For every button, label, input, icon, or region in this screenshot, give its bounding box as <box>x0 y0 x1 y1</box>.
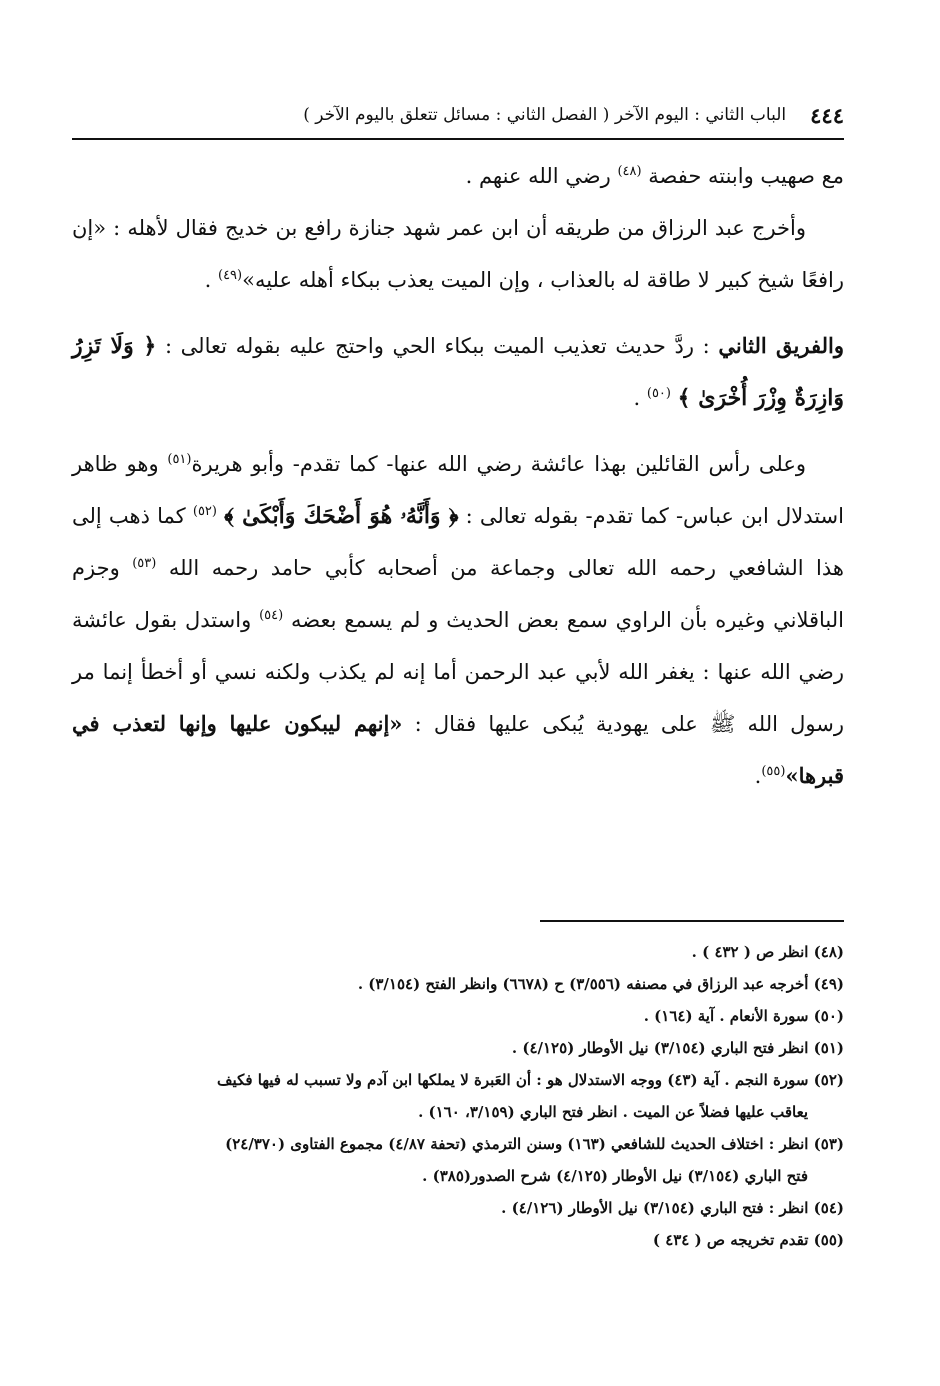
footnote-ref-55: (٥٥) <box>761 764 786 779</box>
header-rule <box>72 138 844 140</box>
footnote-52: (٥٢) سورة النجم . آية (٤٣) ووجه الاستدلال هو : أن العَبرة لا يملكها ابن آدم ولا تسبب له فيها فكيف <box>217 1071 844 1089</box>
footnote-52-continued: يعاقب عليها فضلاً عن الميت . انظر فتح الباري (٣/١٥٩، ١٦٠) . <box>418 1103 808 1121</box>
footnote-54: (٥٤) انظر : فتح الباري (٣/١٥٤) نيل الأوطار (٤/١٢٦) . <box>501 1199 844 1217</box>
footnote-ref-53: (٥٣) <box>132 556 157 571</box>
footnote-ref-51: (٥١) <box>167 452 192 467</box>
footnote-ref-54: (٥٤) <box>259 608 284 623</box>
footnote-55: (٥٥) تقدم تخريجه ص ( ٤٣٤ ) <box>652 1231 844 1249</box>
footnote-48: (٤٨) انظر ص ( ٤٣٢ ) . <box>691 943 844 961</box>
quran-verse: ﴿ وَأَنَّهُۥ هُوَ أَضْحَكَ وَأَبْكَىٰ ﴾ <box>224 503 459 529</box>
footnote-ref-49: (٤٩) <box>217 268 243 283</box>
paragraph-3: والفريق الثاني : ردَّ حديث تعذيب الميت ببكاء الحي واحتج عليه بقوله تعالى : ﴿ وَلَا تَزِرُ وَازِرَةٌ وِزْرَ أُخْرَىٰ ﴾ $^{(٥٠)}$ . <box>72 333 844 411</box>
hadith-quote: «إنهم ليبكون عليها وإنها لتعذب في قبرها» <box>72 711 844 788</box>
footnote-49: (٤٩) أخرجه عبد الرزاق في مصنفه (٣/٥٥٦) ح (٦٦٧٨) وانظر الفتح (٣/١٥٤) . <box>357 975 844 993</box>
paragraph-1: مع صهيب وابنته حفصة $^{(٤٨)}$ رضي الله عنهم . <box>465 164 844 188</box>
footnote-53: (٥٣) انظر : اختلاف الحديث للشافعي (١٦٣) وسنن الترمذي (تحفة ٤/٨٧) مجموع الفتاوى (٢٤/٣٧٠) <box>225 1135 844 1153</box>
footnote-ref-50: (٥٠) <box>646 386 671 401</box>
paragraph-2: وأخرج عبد الرزاق من طريقه أن ابن عمر شهد جنازة رافع بن خديج فقال لأهله : «إن رافعًا شيخ كبير لا طاقة له بالعذاب ، وإن الميت يعذب ببكاء أهله عليه»$^{(٤٩)}$ . <box>72 216 844 292</box>
footnote-50: (٥٠) سورة الأنعام . آية (١٦٤) . <box>643 1007 844 1025</box>
footnote-rule <box>540 920 844 922</box>
footnote-ref-48: (٤٨) <box>617 164 642 179</box>
page-header <box>72 100 844 130</box>
quran-verse: ﴿ وَلَا تَزِرُ وَازِرَةٌ وِزْرَ أُخْرَىٰ ﴾ <box>72 333 844 411</box>
section-lead: والفريق الثاني <box>718 333 844 358</box>
footnotes <box>72 936 844 1256</box>
page-number: ٤٤٤ <box>810 102 844 128</box>
main-text <box>72 150 844 802</box>
footnote-51: (٥١) انظر فتح الباري (٣/١٥٤) نيل الأوطار (٤/١٢٥) . <box>511 1039 844 1057</box>
paragraph-4: وعلى رأس القائلين بهذا عائشة رضي الله عنها- كما تقدم- وأبو هريرة$^{(٥١)}$ وهو ظاهر استدلال ابن عباس- كما تقدم- بقوله تعالى : ﴿ وَأَنَّهُۥ هُوَ أَضْحَكَ وَأَبْكَىٰ ﴾ $^{(٥٢)}$ كما ذهب إلى هذا الشافعي رحمه الله تعالى وجماعة من أصحابه كأبي حامد رحمه الله $^{(٥٣)}$ وجزم الباقلاني وغيره بأن الراوي سمع بعض الحديث و لم يسمع بعضه $^{(٥٤)}$ واستدل بقول عائشة رضي الله عنها : يغفر الله لأبي عبد الرحمن أما إنه لم يكذب ولكنه نسي أو أخطأ إنما مر رسول الله ﷺ على يهودية يُبكى عليها فقال : «إنهم ليبكون عليها وإنها لتعذب في قبرها»$^{(٥٥)}$. <box>72 452 844 788</box>
footnote-ref-52: (٥٢) <box>192 504 217 519</box>
footnote-53-continued: فتح الباري (٣/١٥٤) نيل الأوطار (٤/١٢٥) شرح الصدور(٣٨٥) . <box>422 1167 808 1185</box>
running-title: الباب الثاني : اليوم الآخر ( الفصل الثاني : مسائل تتعلق باليوم الآخر ) <box>303 105 787 125</box>
